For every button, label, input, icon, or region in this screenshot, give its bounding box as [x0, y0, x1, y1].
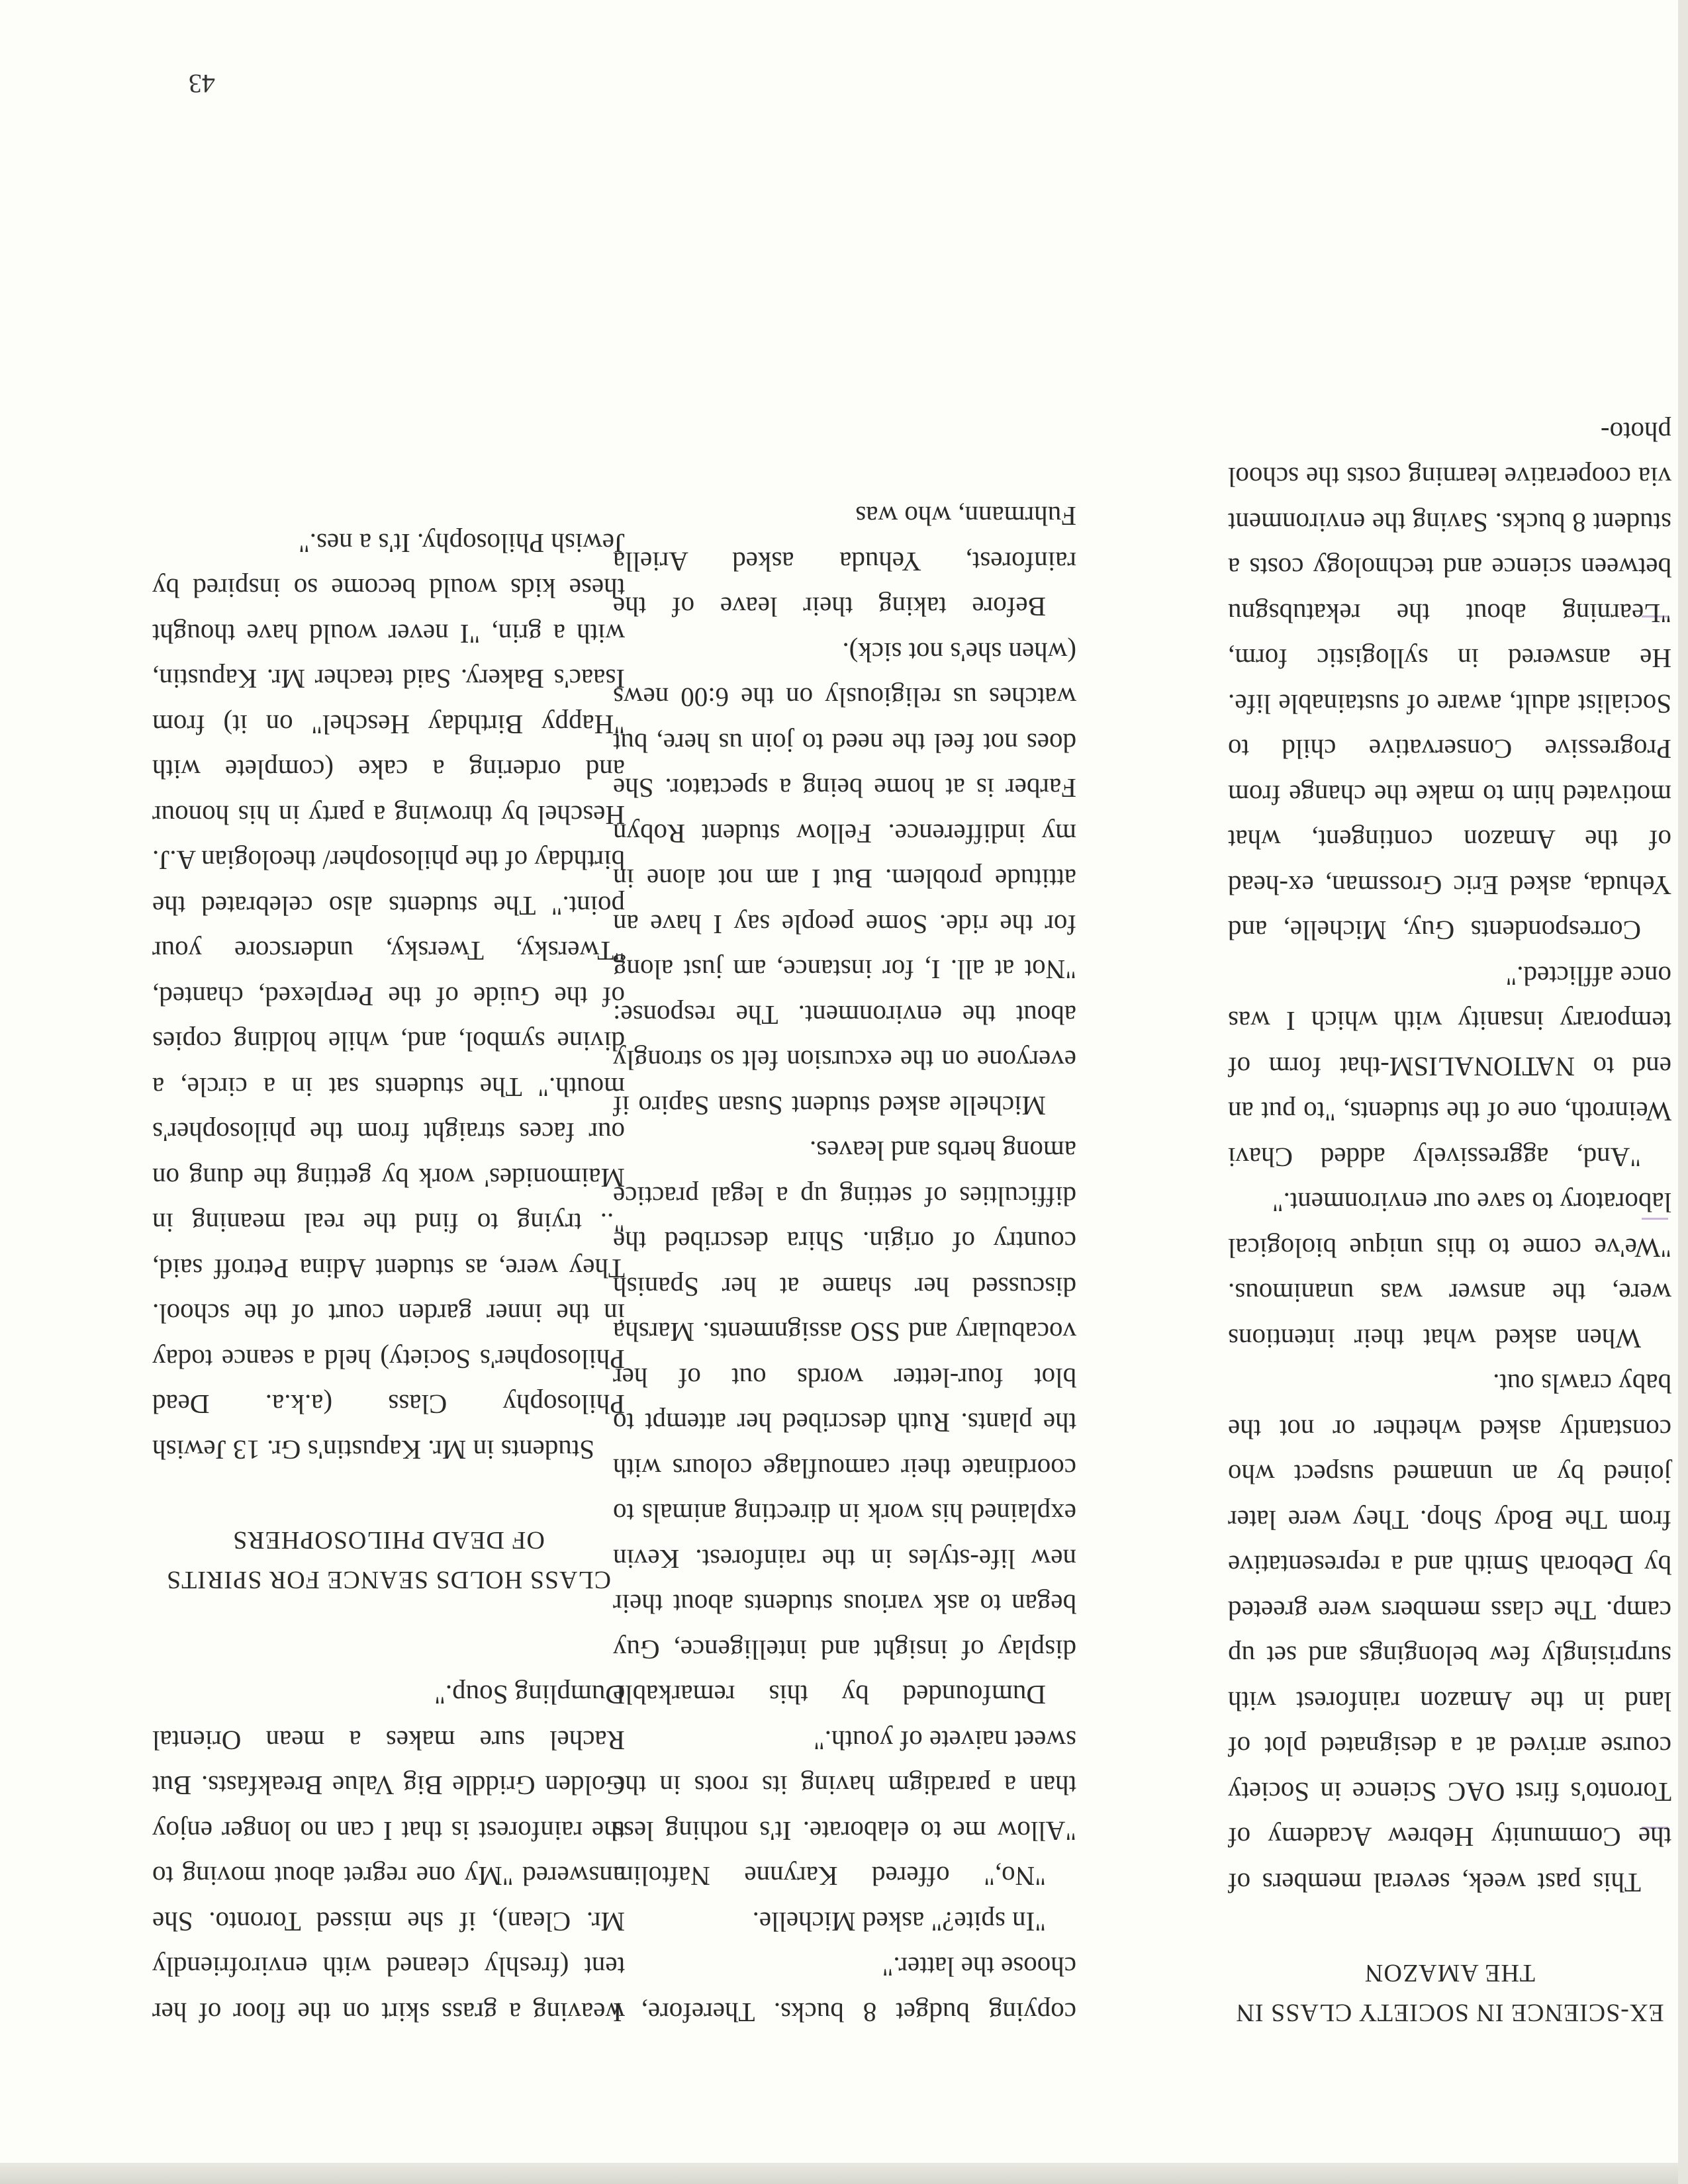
headline-amazon: EX-SCIENCE IN SOCIETY CLASS IN THE AMAZON [1235, 1959, 1664, 2026]
column-left [1228, 410, 1671, 2036]
article-paragraph: weaving a grass skirt on the floor of her tent (freshly cleaned with envirofriendly Mr. Clean), if she missed Toronto. She answered "My one regret about moving to the rainforest is that I can no longer enjoy Golden Griddle Big Value Breakfasts. But Rachel sure makes a mean Oriental Dumpling Soup." [152, 1680, 625, 2028]
article-paragraph: When asked what their intentions were, the answer was unanimous. "We've come to this unique biological laboratory to save our environment." [1228, 1187, 1671, 1354]
headline-seance: CLASS HOLDS SEANCE FOR SPIRITS OF DEAD PHILOSOPHERS [166, 1526, 611, 1594]
article-paragraph: "And, aggressively added Chavi Weinroth, one of the students, "to put an end to NATIONALISM-that form of temporary insanity with which I was once afflicted." [1228, 961, 1671, 1173]
article-paragraph: This past week, several members of the Community Hebrew Academy of Toronto's first OAC Science in Society course arrived at a designated plot of land in the Amazon rainforest with surprisingly few belongings and set up camp. The class members were greeted by Deborah Smith and a representative from The Body Shop. They were later joined by an unnamed suspect who constantly asked whether or not the baby crawls out. [1228, 1369, 1671, 1898]
article-paragraph: "In spite?" asked Michelle. [752, 1907, 1046, 1937]
article-paragraph: Dumfounded by this remarkable display of insight and intelligence, Guy began to ask various students about their new life-styles in the rainforest. Kevin explained his work in directing animals to coordinate their camouflage colours with the plants. Ruth described her attempt to blot four-letter words out of her vocabulary and SSO assignments. Marsha discussed her shame at her Spanish country of origin. Shira described the difficulties of setting up a legal practice among herbs and leaves. [613, 1136, 1076, 1711]
article-paragraph: Students in Mr. Kapustin's Gr. 13 Jewish Philosophy Class (a.k.a. Dead Philosopher's Society) held a seance today in the inner garden court of the school. They were, as student Adina Petroff said, ".. trying to find the real meaning in Maimonides' work by getting the dung on our faces straight from the philosopher's mouth." The students sat in a circle, a divine symbol, and, while holding copies of the Guide of the Perplexed, chanted, "Twersky, Twersky, underscore your point." The students also celebrated the birthday of the philosopher/ theologian A.J. Heschel by throwing a party in his honour and ordering a cake (complete with "Happy Birthday Heschel" on it) from Isaac's Bakery. Said teacher Mr. Kapustin, with a grin, "I never would have thought these kids would become so inspired by Jewish Philosophy. It's a nes." [152, 528, 625, 1465]
article-paragraph: Before taking their leave of the rainforest, Yehuda asked Ariella Fuhrmann, who was [613, 501, 1076, 623]
page-number: 43 [189, 69, 215, 99]
article-paragraph: "No," offered Karynne Naftolin. "Allow me to elaborate. It's nothing less than a paradigm having its roots in the sweet naivete of youth." [613, 1725, 1076, 1892]
article-paragraph: Correspondents Guy, Michelle, and Yehuda, asked Eric Grossman, ex-head of the Amazon contingent, what motivated him to make the change from Progressive Conservative child to Socialist adult, aware of sustainable life. He answered in syllogistic form, "Learning about the rekatubsgnu between science and technology costs a student 8 bucks. Saving the environment via cooperative learning costs the school photo- [1228, 417, 1671, 946]
article-paragraph: copying budget 8 bucks. Therefore, I choose the latter." [613, 1952, 1076, 2028]
article-paragraph: Michelle asked student Susan Sapiro if everyone on the excursion felt so strongly about the environment. The response: "Not at all. I, for instance, am just along for the ride. Some people say I have an attitude problem. But I am not alone in my indifference. Fellow student Robyn Farber is at home being a spectator. She does not feel the need to join us here, but watches us religiously on the 6:00 news (when she's not sick). [613, 637, 1076, 1121]
column-middle [613, 494, 1076, 2035]
column-right [152, 521, 625, 2036]
